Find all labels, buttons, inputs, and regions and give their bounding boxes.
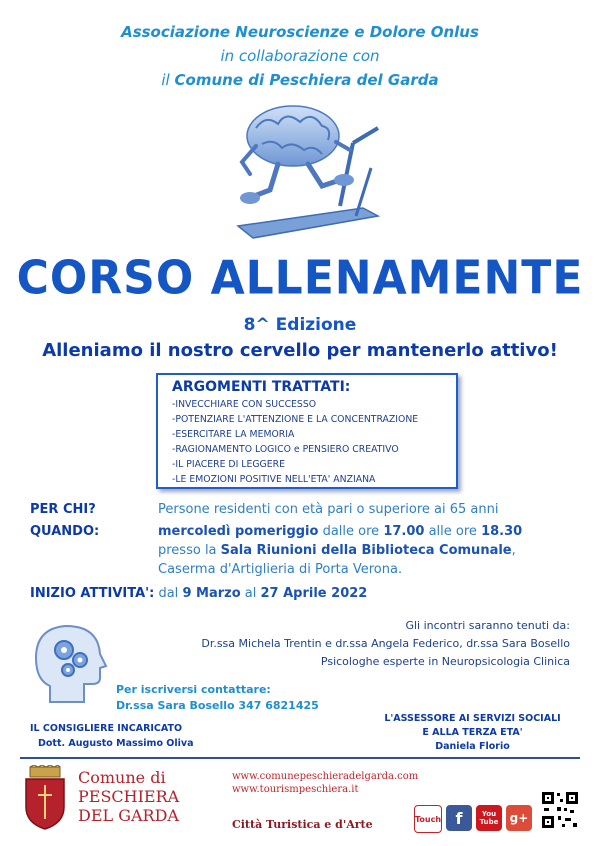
topic-item: -INVECCHIARE CON SUCCESSO (172, 399, 317, 410)
per-chi-value: Persone residenti con età pari o superiore ai 65 anni (158, 502, 499, 517)
topic-item: -IL PIACERE DI LEGGERE (172, 459, 285, 470)
inizio-dal: dal (158, 586, 179, 601)
presso-text: presso la (158, 543, 217, 558)
speakers-names: Dr.ssa Michela Trentin e dr.ssa Angela Federico, dr.ssa Sara Bosello (201, 637, 570, 650)
inizio-start: 9 Marzo (182, 586, 241, 601)
brain-treadmill-illustration (228, 98, 388, 248)
inizio-al: al (244, 586, 257, 601)
comune-line-3: DEL GARDA (78, 806, 179, 825)
association-name: Associazione Neuroscienze e Dolore Onlus (121, 23, 479, 41)
assessor-title-1: L'ASSESSORE AI SERVIZI SOCIALI (384, 713, 561, 724)
website-links (232, 770, 418, 796)
comune-name (78, 768, 179, 825)
enroll-label: Per iscriversi contattare: (116, 683, 271, 696)
partner-prefix: il (161, 71, 170, 89)
quando-from: dalle ore (322, 524, 380, 539)
google-plus-icon[interactable]: g+ (506, 805, 532, 831)
enroll-contact: Dr.ssa Sara Bosello 347 6821425 (116, 699, 319, 712)
assessor-block (380, 712, 565, 754)
topic-item: -POTENZIARE L'ATTENZIONE E LA CONCENTRAZIONE (172, 414, 419, 425)
website-link-comune[interactable]: www.comunepeschieradelgarda.com (232, 771, 419, 782)
qr-code-icon[interactable] (540, 790, 580, 830)
assessor-name: Daniela Florio (435, 741, 510, 752)
touch-app-icon[interactable]: Touch (414, 805, 442, 833)
comune-line-1: Comune di (78, 768, 166, 787)
municipal-crest-icon (22, 765, 68, 831)
organizer-header (0, 20, 600, 92)
comune-line-2: PESCHIERA (78, 787, 180, 806)
facebook-icon[interactable]: f (446, 805, 472, 831)
course-subtitle: Alleniamo il nostro cervello per mantenerlo attivo! (42, 340, 558, 361)
footer-divider (20, 757, 580, 759)
venue-line: presso la Sala Riunioni della Biblioteca Comunale, (158, 543, 516, 558)
topics-heading: ARGOMENTI TRATTATI: (172, 379, 351, 395)
quando-value (158, 524, 522, 539)
youtube-icon[interactable]: You Tube (476, 805, 502, 831)
per-chi-label: PER CHI? (30, 502, 96, 517)
inizio-line (30, 586, 367, 601)
venue-name: Sala Riunioni della Biblioteca Comunale (220, 543, 512, 558)
partner-line (0, 68, 600, 92)
partner-name: Comune di Peschiera del Garda (174, 71, 439, 89)
quando-end: 18.30 (481, 524, 523, 539)
topics-box (156, 373, 458, 489)
topic-item: -ESERCITARE LA MEMORIA (172, 429, 295, 440)
assessor-title-2: E ALLA TERZA ETA' (422, 727, 523, 738)
venue-address: Caserma d'Artiglieria di Porta Verona. (158, 562, 403, 577)
inizio-end: 27 Aprile 2022 (260, 586, 368, 601)
quando-start: 17.00 (383, 524, 425, 539)
quando-day: mercoledì pomeriggio (158, 524, 319, 539)
speakers-role: Psicologhe esperte in Neuropsicologia Clinica (320, 655, 570, 668)
course-title: CORSO ALLENAMENTE (16, 251, 584, 306)
speakers-intro: Gli incontri saranno tenuti da: (405, 619, 570, 632)
councillor-title: IL CONSIGLIERE INCARICATO (30, 723, 183, 734)
topic-item: -LE EMOZIONI POSITIVE NELL'ETA' ANZIANA (172, 474, 376, 485)
head-gears-icon (30, 620, 110, 705)
councillor-name: Dott. Augusto Massimo Oliva (38, 738, 194, 749)
collaboration-text: in collaborazione con (220, 47, 380, 65)
quando-label: QUANDO: (30, 524, 100, 539)
quando-to: alle ore (428, 524, 477, 539)
inizio-label: INIZIO ATTIVITA': (30, 586, 155, 601)
topic-item: -RAGIONAMENTO LOGICO e PENSIERO CREATIVO (172, 444, 399, 455)
edition-label: 8^ Edizione (243, 315, 357, 335)
city-tagline: Città Turistica e d'Arte (232, 818, 373, 831)
topics-list (158, 397, 456, 487)
website-link-tourism[interactable]: www.tourismpeschiera.it (232, 784, 359, 795)
